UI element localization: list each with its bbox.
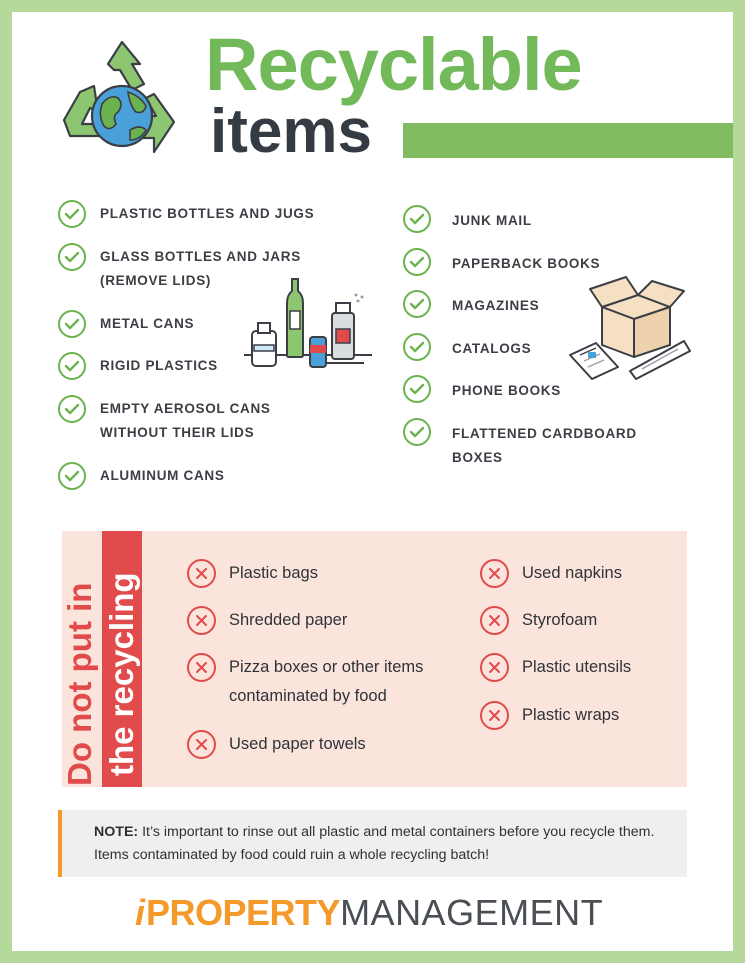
title-accent-bar xyxy=(403,123,733,158)
recyclable-item xyxy=(403,333,531,361)
do-not-item xyxy=(187,730,366,759)
recyclable-item-label: PAPERBACK BOOKS xyxy=(452,256,601,271)
recyclable-item-label: JUNK MAIL xyxy=(452,213,532,228)
check-icon xyxy=(403,205,431,233)
do-not-item-label: Pizza boxes or other items xyxy=(229,658,424,676)
note-text xyxy=(94,821,674,867)
recyclable-item xyxy=(58,395,271,445)
do-not-item-label: Plastic utensils xyxy=(522,658,632,676)
do-not-item xyxy=(480,559,622,588)
check-icon xyxy=(58,462,86,490)
brand-logo xyxy=(135,890,603,935)
x-icon xyxy=(187,653,216,682)
recyclable-item-label: EMPTY AEROSOL CANS xyxy=(100,401,271,416)
check-icon xyxy=(58,200,86,228)
do-not-recycle-label-band xyxy=(62,531,142,787)
do-not-item-label: Styrofoam xyxy=(522,611,598,629)
do-not-item xyxy=(480,701,619,730)
check-icon xyxy=(403,333,431,361)
x-icon xyxy=(480,559,509,588)
note-body: It’s important to rinse out all plastic and metal containers before you recycle them. Items contaminated by food could ruin a whole recycling batch! xyxy=(94,824,655,863)
page-title-line1: Recyclable xyxy=(205,23,582,106)
note-accent-bar xyxy=(58,810,62,877)
recyclable-item xyxy=(403,205,532,233)
recyclable-item-label: BOXES xyxy=(452,450,503,465)
recyclable-item xyxy=(403,418,637,470)
recyclable-item-label: CATALOGS xyxy=(452,341,532,356)
recyclable-item-label: GLASS BOTTLES AND JARS xyxy=(100,249,301,264)
recycle-globe-icon xyxy=(58,40,188,165)
check-icon xyxy=(58,243,86,271)
brand-bold: PROPERTY xyxy=(146,891,341,933)
do-not-item-label: Plastic wraps xyxy=(522,706,620,724)
recyclable-item xyxy=(403,248,600,276)
check-icon xyxy=(403,418,431,446)
x-icon xyxy=(480,701,509,730)
recyclable-item-label: (REMOVE LIDS) xyxy=(100,273,212,288)
brand-light: MANAGEMENT xyxy=(340,891,604,933)
recyclable-item-label: PLASTIC BOTTLES AND JUGS xyxy=(100,206,315,221)
check-icon xyxy=(58,352,86,380)
do-not-label-line2: the recycling xyxy=(103,572,140,776)
check-icon xyxy=(403,375,431,403)
note-box xyxy=(58,810,687,877)
check-icon xyxy=(403,290,431,318)
do-not-item xyxy=(187,653,423,711)
do-not-item-label: contaminated by food xyxy=(229,687,387,705)
brand-prefix: i xyxy=(135,891,146,933)
recyclable-item xyxy=(403,290,539,318)
do-not-item-label: Used paper towels xyxy=(229,735,366,753)
recyclable-item-label: ALUMINUM CANS xyxy=(100,468,225,483)
recyclable-item-label: PHONE BOOKS xyxy=(452,383,561,398)
do-not-item xyxy=(480,653,631,682)
check-icon xyxy=(58,395,86,423)
recyclable-item-label: METAL CANS xyxy=(100,316,195,331)
x-icon xyxy=(187,559,216,588)
recyclable-item-label: RIGID PLASTICS xyxy=(100,358,218,373)
do-not-item xyxy=(480,606,597,635)
do-not-item-label: Plastic bags xyxy=(229,564,318,582)
recyclable-item xyxy=(58,462,225,490)
recyclable-item xyxy=(58,310,194,338)
recyclable-item xyxy=(58,200,314,228)
check-icon xyxy=(403,248,431,276)
recyclable-item-label: FLATTENED CARDBOARD xyxy=(452,426,637,441)
do-not-label-line1: Do not put in xyxy=(61,582,98,786)
x-icon xyxy=(187,730,216,759)
box-newspaper-illustration-icon xyxy=(566,275,691,380)
recyclable-item xyxy=(58,352,218,380)
do-not-item xyxy=(187,606,347,635)
recyclable-item-label: WITHOUT THEIR LIDS xyxy=(100,425,255,440)
do-not-item xyxy=(187,559,318,588)
recyclable-item xyxy=(403,375,561,403)
x-icon xyxy=(480,606,509,635)
do-not-item-label: Used napkins xyxy=(522,564,622,582)
recyclable-item-label: MAGAZINES xyxy=(452,298,540,313)
page-title-line2: items xyxy=(210,97,372,166)
x-icon xyxy=(187,606,216,635)
check-icon xyxy=(58,310,86,338)
note-label: NOTE: xyxy=(94,824,139,840)
x-icon xyxy=(480,653,509,682)
do-not-item-label: Shredded paper xyxy=(229,611,348,629)
bottles-illustration-icon xyxy=(240,275,375,370)
